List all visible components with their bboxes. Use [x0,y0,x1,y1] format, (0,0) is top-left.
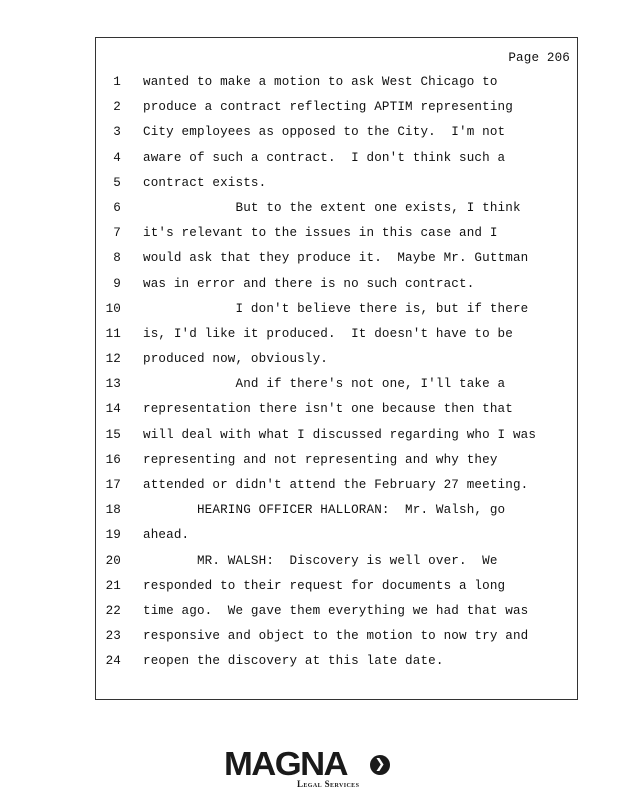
line-number: 3 [113,125,121,140]
line-number: 6 [113,200,121,215]
logo-subtitle: Legal Services [297,779,360,789]
line-text: wanted to make a motion to ask West Chicago to [143,75,498,89]
line-text: was in error and there is no such contract. [143,276,475,291]
line-number: 18 [105,503,121,518]
line-text: will deal with what I discussed regarding who I was [143,427,537,442]
line-text: responded to their request for documents a long [143,578,506,593]
transcript-line [96,372,577,397]
line-number: 23 [105,629,121,644]
line-number: 20 [105,553,121,568]
transcript-line [96,171,577,196]
line-text: attended or didn't attend the February 27 meeting. [143,478,529,492]
line-text: And if there's not one, I'll take a [143,377,506,392]
line-number: 10 [105,301,121,316]
transcript-line [96,423,577,448]
line-number: 8 [113,251,121,266]
magna-logo [224,745,394,793]
line-text: aware of such a contract. I don't think such a [143,150,506,165]
line-number: 1 [113,75,121,89]
line-number: 13 [105,377,121,392]
transcript-line [96,549,577,574]
transcript-line [96,70,577,95]
transcript-line [96,95,577,120]
line-text: produce a contract reflecting APTIM representing [143,100,513,115]
line-number: 21 [105,578,121,593]
line-number: 7 [113,226,121,241]
line-number: 24 [105,654,121,669]
line-text: But to the extent one exists, I think [143,200,521,215]
line-text: representation there isn't one because then that [143,402,513,417]
transcript-line [96,322,577,347]
transcript-lines [96,70,577,675]
line-number: 11 [105,326,121,341]
line-text: produced now, obviously. [143,352,328,367]
transcript-line [96,246,577,271]
line-number: 5 [113,175,121,190]
logo-wordmark: MAGNA [224,745,348,782]
transcript-line [96,624,577,649]
line-text: reopen the discovery at this late date. [143,654,444,669]
line-number: 9 [113,276,121,291]
page-number: Page 206 [508,51,570,65]
line-number: 15 [105,427,121,442]
line-text: contract exists. [143,175,267,190]
line-number: 12 [105,352,121,367]
transcript-line [96,397,577,422]
transcript-line [96,498,577,523]
transcript-line [96,196,577,221]
transcript-page [95,37,578,700]
chevron-right-icon: ❯ [370,755,390,775]
transcript-line [96,221,577,246]
transcript-line [96,297,577,322]
transcript-line [96,523,577,548]
line-number: 22 [105,603,121,618]
line-text: ahead. [143,528,190,543]
transcript-line [96,649,577,674]
line-text: time ago. We gave them everything we had that was [143,603,529,618]
line-text: City employees as opposed to the City. I'm not [143,125,506,140]
line-text: MR. WALSH: Discovery is well over. We [143,553,498,568]
transcript-line [96,473,577,498]
line-number: 19 [105,528,121,543]
transcript-line [96,146,577,171]
transcript-line [96,574,577,599]
line-text: it's relevant to the issues in this case and I [143,226,498,241]
line-text: representing and not representing and why they [143,452,498,467]
transcript-line [96,347,577,372]
line-text: I don't believe there is, but if there [143,301,529,316]
line-number: 16 [105,452,121,467]
transcript-line [96,448,577,473]
line-text: responsive and object to the motion to now try and [143,629,529,644]
line-text: would ask that they produce it. Maybe Mr. Guttman [143,251,529,266]
transcript-line [96,272,577,297]
line-number: 2 [113,100,121,115]
line-text: HEARING OFFICER HALLORAN: Mr. Walsh, go [143,503,506,518]
line-text: is, I'd like it produced. It doesn't have to be [143,326,513,341]
line-number: 14 [105,402,121,417]
line-number: 17 [105,478,121,492]
transcript-line [96,120,577,145]
line-number: 4 [113,150,121,165]
transcript-line [96,599,577,624]
